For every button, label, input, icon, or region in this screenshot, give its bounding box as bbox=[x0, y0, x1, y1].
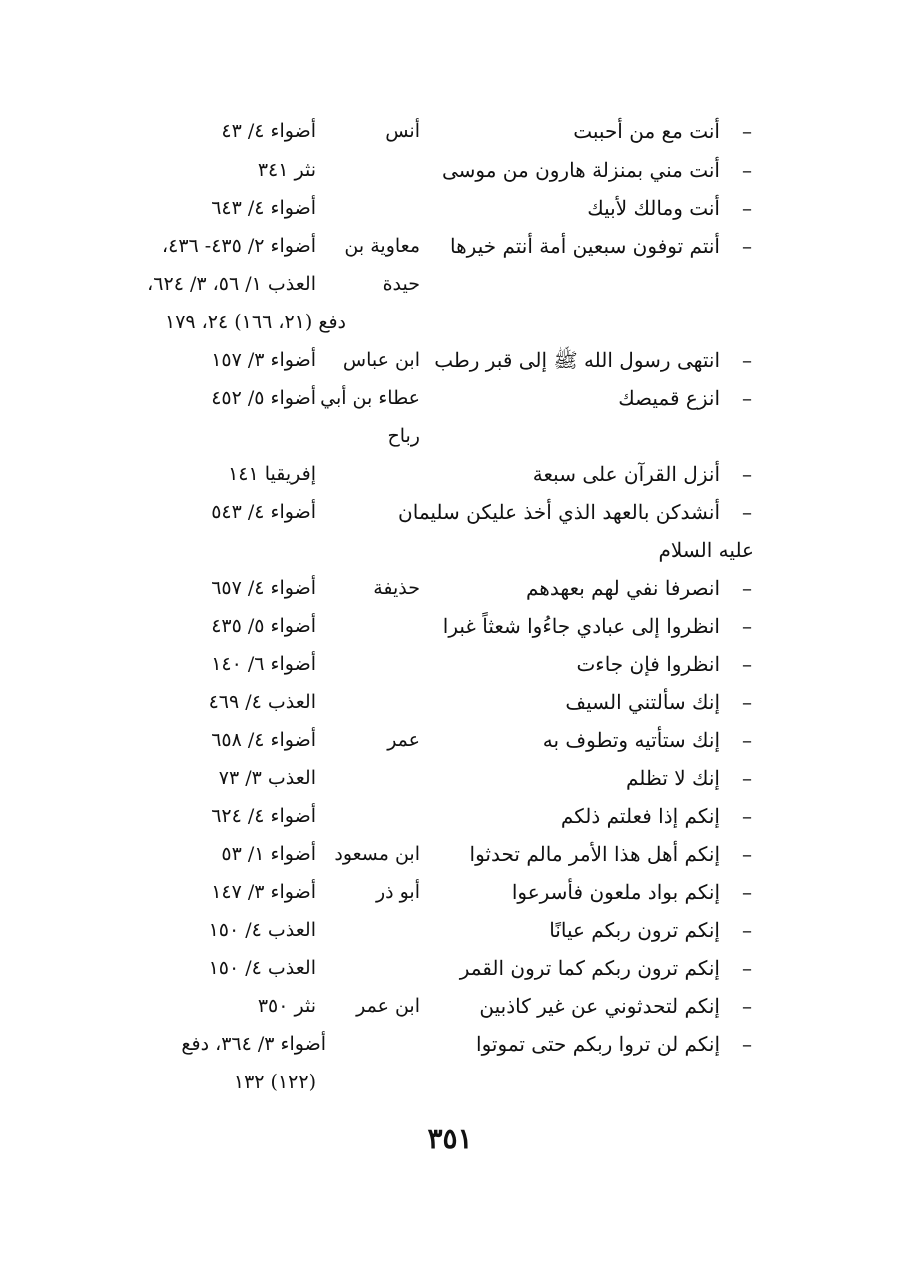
entry-dash: – bbox=[742, 1032, 752, 1056]
index-entry bbox=[114, 611, 754, 649]
entry-dash: – bbox=[742, 348, 752, 372]
entry-dash: – bbox=[742, 994, 752, 1018]
index-entry bbox=[114, 383, 754, 459]
entry-dash: – bbox=[742, 728, 752, 752]
hadith-text: إنك ستأتيه وتطوف به bbox=[542, 728, 720, 752]
source-reference: أضواء ٣/ ١٥٧ bbox=[211, 349, 316, 371]
hadith-text: انتهى رسول الله ﷺ إلى قبر رطب bbox=[434, 348, 720, 372]
source-reference: أضواء ٤/ ٦٥٨ bbox=[211, 729, 316, 751]
index-entry bbox=[114, 915, 754, 953]
source-reference-continued: (١٢٢) ١٣٢ bbox=[233, 1071, 316, 1093]
index-entry bbox=[114, 497, 754, 573]
index-entry bbox=[114, 953, 754, 991]
hadith-text: إنكم لتحدثوني عن غير كاذبين bbox=[479, 994, 720, 1018]
narrator: أنس bbox=[385, 120, 420, 142]
entry-dash: – bbox=[742, 652, 752, 676]
hadith-text: أنت مع من أحببت bbox=[573, 119, 720, 143]
entry-dash: – bbox=[742, 462, 752, 486]
index-entry bbox=[114, 459, 754, 497]
page-number: ٣٥١ bbox=[427, 1122, 473, 1155]
source-reference: أضواء ٦/ ١٤٠ bbox=[211, 653, 316, 675]
source-reference: أضواء ٥/ ٤٥٢ bbox=[211, 387, 316, 409]
source-reference: أضواء ١/ ٥٣ bbox=[221, 843, 316, 865]
hadith-text: انزع قميصك bbox=[618, 386, 720, 410]
index-entry bbox=[114, 649, 754, 687]
hadith-text: إنكم بواد ملعون فأسرعوا bbox=[511, 880, 720, 904]
hadith-text: أنزل القرآن على سبعة bbox=[532, 462, 720, 486]
entry-dash: – bbox=[742, 766, 752, 790]
entry-dash: – bbox=[742, 196, 752, 220]
narrator: أبو ذر bbox=[375, 881, 420, 903]
entry-dash: – bbox=[742, 119, 752, 143]
source-reference: أضواء ٢/ ٤٣٥- ٤٣٦، bbox=[161, 235, 316, 257]
entry-dash: – bbox=[742, 804, 752, 828]
source-reference: أضواء ٤/ ٦٤٣ bbox=[211, 197, 316, 219]
entry-dash: – bbox=[742, 614, 752, 638]
hadith-text: انظروا إلى عبادي جاءُوا شعثاً غبرا bbox=[442, 614, 720, 638]
entry-dash: – bbox=[742, 234, 752, 258]
source-reference: أضواء ٤/ ٤٣ bbox=[221, 120, 316, 142]
source-reference: أضواء ٣/ ١٤٧ bbox=[211, 881, 316, 903]
index-entry bbox=[114, 725, 754, 763]
entry-dash: – bbox=[742, 690, 752, 714]
source-reference: أضواء ٤/ ٥٤٣ bbox=[211, 501, 316, 523]
index-entry bbox=[114, 1029, 754, 1105]
source-reference: نثر ٣٤١ bbox=[257, 159, 316, 181]
index-entry bbox=[114, 193, 754, 231]
narrator: ابن عمر bbox=[356, 995, 420, 1017]
hadith-text: انصرفا نفي لهم بعهدهم bbox=[526, 576, 720, 600]
hadith-text: إنكم ترون ربكم عيانًا bbox=[549, 918, 720, 942]
hadith-text: أنت مني بمنزلة هارون من موسى bbox=[441, 158, 720, 182]
source-reference: العذب ٤/ ٤٦٩ bbox=[208, 691, 316, 713]
index-entry bbox=[114, 155, 754, 193]
source-reference-continued: العذب ١/ ٥٦، ٣/ ٦٢٤، bbox=[147, 273, 316, 295]
hadith-text: إنكم أهل هذا الأمر مالم تحدثوا bbox=[469, 842, 720, 866]
hadith-text: إنك لا تظلم bbox=[625, 766, 720, 790]
narrator: ابن مسعود bbox=[334, 843, 420, 865]
index-entry bbox=[114, 116, 754, 154]
entry-dash: – bbox=[742, 158, 752, 182]
source-reference: العذب ٤/ ١٥٠ bbox=[208, 957, 316, 979]
source-reference: أضواء ٥/ ٤٣٥ bbox=[211, 615, 316, 637]
entry-dash: – bbox=[742, 386, 752, 410]
hadith-text: أنشدكن بالعهد الذي أخذ عليكن سليمان bbox=[398, 500, 720, 524]
index-entry bbox=[114, 573, 754, 611]
source-reference: أضواء ٣/ ٣٦٤، دفع bbox=[181, 1033, 326, 1055]
index-entry bbox=[114, 801, 754, 839]
source-reference: نثر ٣٥٠ bbox=[257, 995, 316, 1017]
narrator: ابن عباس bbox=[342, 349, 420, 371]
narrator-continued: حيدة bbox=[382, 273, 420, 295]
narrator: عمر bbox=[387, 729, 420, 751]
source-reference: العذب ٣/ ٧٣ bbox=[218, 767, 316, 789]
hadith-text-continued: عليه السلام bbox=[658, 538, 754, 562]
source-reference: إفريقيا ١٤١ bbox=[228, 463, 316, 485]
entry-dash: – bbox=[742, 880, 752, 904]
entry-dash: – bbox=[742, 576, 752, 600]
source-reference-continued: دفع (٢١، ١٦٦) ٢٤، ١٧٩ bbox=[165, 311, 346, 333]
index-entry bbox=[114, 763, 754, 801]
index-entry bbox=[114, 345, 754, 383]
narrator: معاوية بن bbox=[344, 235, 420, 257]
hadith-text: أنتم توفون سبعين أمة أنتم خيرها bbox=[450, 234, 720, 258]
narrator-continued: رباح bbox=[387, 425, 420, 447]
source-reference: العذب ٤/ ١٥٠ bbox=[208, 919, 316, 941]
hadith-text: أنت ومالك لأبيك bbox=[587, 196, 720, 220]
hadith-text: إنكم ترون ربكم كما ترون القمر bbox=[459, 956, 720, 980]
source-reference: أضواء ٤/ ٦٢٤ bbox=[211, 805, 316, 827]
hadith-text: انظروا فإن جاءت bbox=[576, 652, 720, 676]
source-reference: أضواء ٤/ ٦٥٧ bbox=[211, 577, 316, 599]
hadith-text: إنكم لن تروا ربكم حتى تموتوا bbox=[476, 1032, 720, 1056]
index-entry bbox=[114, 687, 754, 725]
narrator: عطاء بن أبي bbox=[320, 387, 420, 409]
index-entry bbox=[114, 991, 754, 1029]
entry-dash: – bbox=[742, 500, 752, 524]
index-entry bbox=[114, 839, 754, 877]
entry-dash: – bbox=[742, 918, 752, 942]
index-entry bbox=[114, 877, 754, 915]
entry-dash: – bbox=[742, 956, 752, 980]
narrator: حذيفة bbox=[373, 577, 420, 599]
index-entry bbox=[114, 231, 754, 345]
hadith-text: إنكم إذا فعلتم ذلكم bbox=[560, 804, 720, 828]
hadith-text: إنك سألتني السيف bbox=[565, 690, 720, 714]
entry-dash: – bbox=[742, 842, 752, 866]
